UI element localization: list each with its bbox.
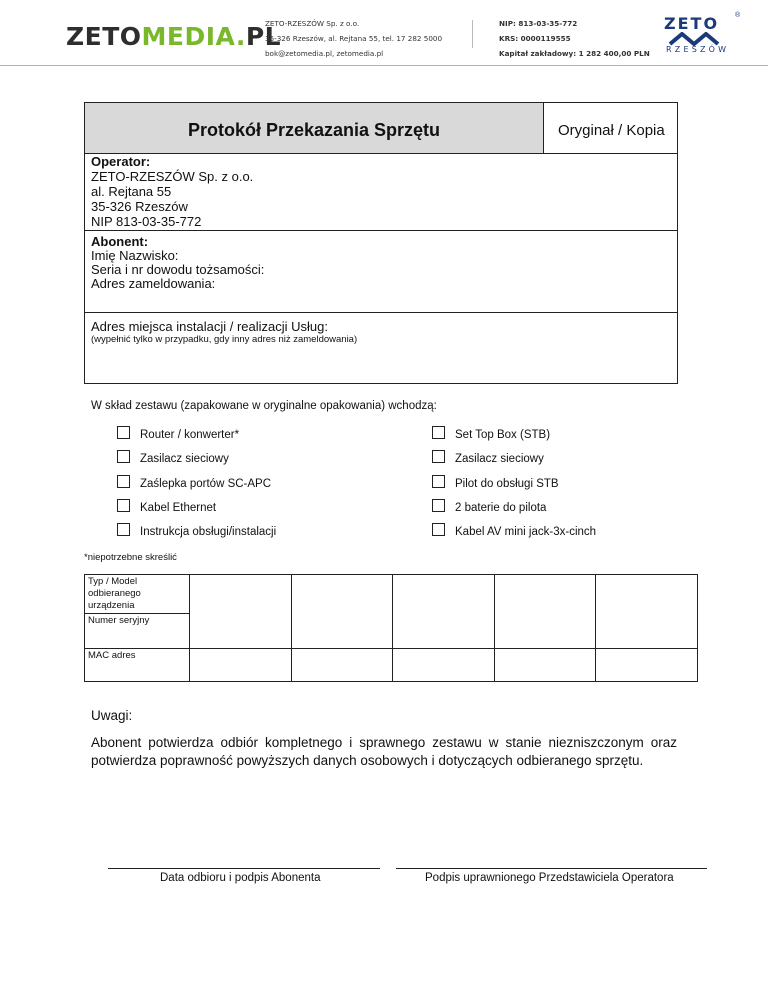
company-line: ZETO-RZESZÓW Sp. z o.o. (265, 19, 360, 28)
checkbox-icon[interactable] (432, 426, 445, 439)
checkbox-port-plug[interactable]: Zaślepka portów SC-APC (117, 475, 271, 490)
subscriber-heading: Abonent: (91, 234, 149, 249)
zetomedia-logo: ZETOMEDIA.PL (66, 22, 282, 51)
footnote: *niepotrzebne skreślić (84, 552, 177, 563)
operator-line: NIP 813-03-35-772 (91, 214, 202, 229)
remarks-label: Uwagi: (91, 708, 133, 723)
operator-line: ZETO-RZESZÓW Sp. z o.o. (91, 169, 254, 184)
row-label-model: Typ / Model odbieranego urządzenia (85, 575, 190, 614)
signature-label-operator: Podpis uprawnionego Przedstawiciela Operatora (425, 872, 674, 884)
form-title-row (85, 103, 677, 154)
checkbox-stb-power-supply[interactable]: Zasilacz sieciowy (432, 450, 544, 465)
signature-label-subscriber: Data odbioru i podpis Abonenta (160, 872, 321, 884)
table-row (85, 649, 698, 682)
operator-line: 35-326 Rzeszów (91, 199, 188, 214)
company-registry (499, 16, 650, 61)
company-line: 35-326 Rzeszów, al. Rejtana 55, tel. 17 282 5000 (265, 34, 443, 43)
checkbox-remote[interactable]: Pilot do obsługi STB (432, 475, 559, 490)
install-address-field[interactable]: Adres miejsca instalacji / realizacji Usług: (91, 319, 328, 334)
signature-line-operator[interactable] (396, 868, 707, 869)
device-cell[interactable] (190, 649, 292, 682)
subscriber-id-field[interactable]: Seria i nr dowodu tożsamości: (91, 262, 265, 277)
device-cell[interactable] (393, 575, 495, 649)
checkbox-icon[interactable] (432, 499, 445, 512)
checkbox-icon[interactable] (432, 475, 445, 488)
checkbox-icon[interactable] (117, 426, 130, 439)
company-address (265, 16, 442, 61)
page-header (0, 0, 768, 66)
device-cell[interactable] (291, 649, 393, 682)
original-copy-label: Oryginał / Kopia (558, 122, 665, 139)
kit-lead-text: W skład zestawu (zapakowane w oryginalne opakowania) wchodzą: (91, 400, 437, 412)
device-table (84, 574, 698, 682)
checkbox-icon[interactable] (432, 523, 445, 536)
device-cell[interactable] (596, 575, 698, 649)
company-line: bok@zetomedia.pl, zetomedia.pl (265, 49, 384, 58)
registry-line: NIP: 813-03-35-772 (499, 19, 578, 28)
operator-heading: Operator: (91, 154, 151, 169)
checkbox-ethernet-cable[interactable]: Kabel Ethernet (117, 499, 216, 514)
title-cell (85, 103, 544, 153)
zeto-rzeszow-logo: ZETO ® RZESZÓW (664, 12, 741, 54)
table-row (85, 575, 698, 614)
checkbox-icon[interactable] (117, 523, 130, 536)
header-divider (472, 20, 473, 48)
header-rule (0, 65, 768, 66)
subscriber-address-field[interactable]: Adres zameldowania: (91, 276, 216, 291)
checkbox-power-supply[interactable]: Zasilacz sieciowy (117, 450, 229, 465)
signature-line-subscriber[interactable] (108, 868, 380, 869)
subscriber-name-field[interactable]: Imię Nazwisko: (91, 248, 179, 263)
checkbox-icon[interactable] (117, 450, 130, 463)
device-cell[interactable] (494, 649, 596, 682)
device-cell[interactable] (291, 575, 393, 649)
install-address-note: (wypełnić tylko w przypadku, gdy inny adres niż zameldowania) (91, 334, 358, 345)
install-address-section (85, 313, 677, 383)
checkbox-av-cable[interactable]: Kabel AV mini jack-3x-cinch (432, 523, 596, 538)
device-cell[interactable] (190, 575, 292, 649)
row-label-serial: Numer seryjny (85, 614, 190, 649)
subscriber-section (85, 231, 677, 313)
checkbox-icon[interactable] (432, 450, 445, 463)
checkbox-manual[interactable]: Instrukcja obsługi/instalacji (117, 523, 276, 538)
zeto-wave-icon (668, 32, 728, 46)
form-title: Protokół Przekazania Sprzętu (187, 120, 441, 140)
confirmation-text: Abonent potwierdza odbiór kompletnego i sprawnego zestawu w stanie niezniszczonym oraz potwierdza poprawność powyższych danych osobowych i dotyczących odbieranego sprzętu. (91, 735, 677, 768)
device-cell[interactable] (393, 649, 495, 682)
checkbox-batteries[interactable]: 2 baterie do pilota (432, 499, 546, 514)
registry-line: Kapitał zakładowy: 1 282 400,00 PLN (499, 49, 650, 58)
row-label-mac: MAC adres (85, 649, 190, 682)
operator-line: al. Rejtana 55 (91, 184, 172, 199)
registry-line: KRS: 0000119555 (499, 34, 571, 43)
checkbox-router[interactable]: Router / konwerter* (117, 426, 239, 441)
checkbox-icon[interactable] (117, 499, 130, 512)
operator-section (85, 153, 677, 231)
device-cell[interactable] (494, 575, 596, 649)
checkbox-icon[interactable] (117, 475, 130, 488)
handover-form (84, 102, 678, 384)
device-cell[interactable] (596, 649, 698, 682)
checkbox-stb[interactable]: Set Top Box (STB) (432, 426, 550, 441)
